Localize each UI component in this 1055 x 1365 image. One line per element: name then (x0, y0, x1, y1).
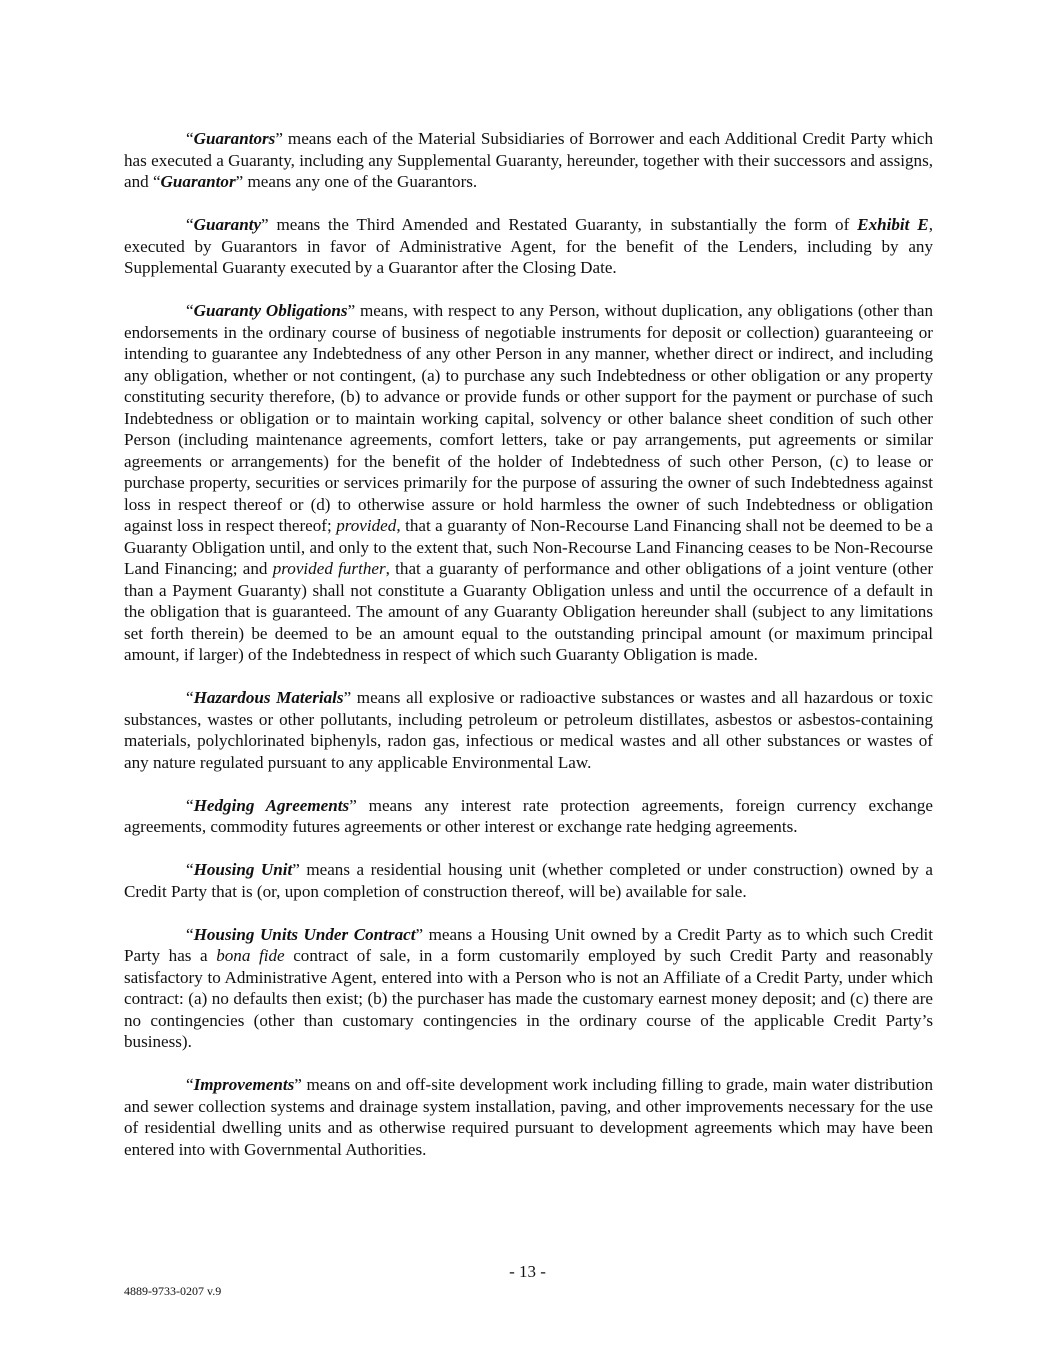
definition-improvements (124, 1074, 933, 1160)
definition-hazardous-materials (124, 687, 933, 773)
definition-text: , that a guaranty of performance and other obligations of a joint venture (other than a Payment Guaranty) shall not constitute a Guaranty Obligation unless and until the occurrence of a default in the obligation that is guaranteed. The amount of any Guaranty Obligation hereunder shall (subject to any limitations set forth therein) be deemed to be an amount equal to the outstanding principal amount (or maximum principal amount, if larger) of the Indebtedness in respect of which such Guaranty Obligation is made. (124, 559, 934, 664)
definition-text: ” means, with respect to any Person, without duplication, any obligations (other than endorsements in the ordinary course of business of negotiable instruments for deposit or collection) guaranteeing or intending to guarantee any Indebtedness of any other Person in any manner, whether direct or indirect, and including any obligation, whether or not contingent, (a) to purchase any such Indebtedness or other obligation or any property constituting security therefore, (b) to advance or provide funds or other support for the payment or purchase of such Indebtedness or obligation or to maintain working capital, solvency or other balance sheet condition of such other Person (including maintenance agreements, comfort letters, take or pay arrangements, put agreements or similar agreements or arrangements) for the benefit of the holder of Indebtedness of such other Person, (c) to lease or purchase property, securities or services primarily for the purpose of assuring the owner of such Indebtedness against loss in respect thereof or (d) to otherwise assure or hold harmless the owner of such Indebtedness or obligation against loss in respect thereof; (124, 301, 933, 535)
definition-housing-unit (124, 859, 933, 902)
definition-guaranty (124, 214, 933, 279)
italic-text: provided further (272, 559, 386, 578)
document-id: 4889-9733-0207 v.9 (124, 1284, 222, 1298)
definition-text: contract of sale, in a form customarily employed by such Credit Party and reasonably satisfactory to Administrative Agent, entered into with a Person who is not an Affiliate of a Credit Party, under which contract: (a) no defaults then exist; (b) the purchaser has made the customary earnest money deposit; and (c) there are no contingencies (other than customary contingencies in the ordinary course of the applicable Credit Party’s business). (124, 946, 934, 1051)
page-number: - 13 - (509, 1262, 546, 1281)
definition-text: “ (186, 795, 194, 815)
definition-text: “ (186, 688, 194, 707)
defined-term: Housing Units Under Contract (193, 924, 416, 944)
definition-text: ” means all explosive or radioactive substances or wastes and all hazardous or toxic substances, wastes or other pollutants, including petroleum or petroleum distillates, asbestos or asbestos-containing materials, polychlorinated biphenyls, radon gas, infectious or medical wastes and all other substances or wastes of any nature regulated pursuant to any applicable Environmental Law. (124, 688, 933, 772)
definition-text: ” means each of the Material Subsidiaries of Borrower and each Additional Credit Party which has executed a Guaranty, including any Supplemental Guaranty, hereunder, together with their successors and assigns, and “ (124, 129, 933, 191)
definition-text: “ (186, 924, 194, 944)
defined-term: Improvements (193, 1075, 295, 1094)
definition-text: ” means a Housing Unit owned by a Credit Party as to which such Credit Party has a (124, 924, 933, 965)
definition-text: , that a guaranty of Non-Recourse Land Financing shall not be deemed to be a Guaranty Obligation until, and only to the extent that, such Non-Recourse Land Financing ceases to be Non-Recourse Land Financing; and (124, 516, 933, 578)
definition-text: ” means the Third Amended and Restated Guaranty, in substantially the form of (261, 215, 858, 234)
defined-term: Guarantors (193, 129, 276, 148)
definition-text: ” means any one of the Guarantors. (235, 172, 478, 191)
defined-term: Guaranty (193, 215, 262, 234)
definition-text: “ (186, 860, 194, 879)
definition-guarantors (124, 128, 933, 193)
definition-guaranty-obligations (124, 300, 933, 666)
document-body (124, 128, 933, 1182)
defined-term: Hazardous Materials (193, 688, 344, 707)
definition-text: “ (186, 215, 194, 234)
defined-term: Guarantor (160, 172, 236, 191)
definition-text: ” means on and off-site development work including filling to grade, main water distribution and sewer collection systems and drainage system installation, paving, and other improvements necessary for the use of residential dwelling units and as otherwise required pursuant to development agreements which may have been entered into with Governmental Authorities. (124, 1075, 933, 1159)
definition-text: “ (186, 301, 194, 320)
definition-text: “ (186, 1075, 194, 1094)
italic-text: bona fide (216, 946, 285, 965)
definition-hedging-agreements (124, 795, 933, 838)
definition-text: “ (186, 129, 194, 148)
defined-term: Guaranty Obligations (193, 301, 348, 320)
italic-text: provided (336, 516, 397, 535)
defined-term: Exhibit E (857, 215, 929, 234)
defined-term: Housing Unit (193, 860, 293, 879)
definition-text: ” means any interest rate protection agreements, foreign currency exchange agreements, commodity futures agreements or other interest or exchange rate hedging agreements. (124, 795, 934, 836)
definition-housing-units-under-contract (124, 924, 933, 1053)
definition-text: , executed by Guarantors in favor of Administrative Agent, for the benefit of the Lenders, including by any Supplemental Guaranty executed by a Guarantor after the Closing Date. (124, 215, 933, 277)
defined-term: Hedging Agreements (193, 795, 350, 815)
definition-text: ” means a residential housing unit (whether completed or under construction) owned by a Credit Party that is (or, upon completion of construction thereof, will be) available for sale. (124, 860, 933, 901)
